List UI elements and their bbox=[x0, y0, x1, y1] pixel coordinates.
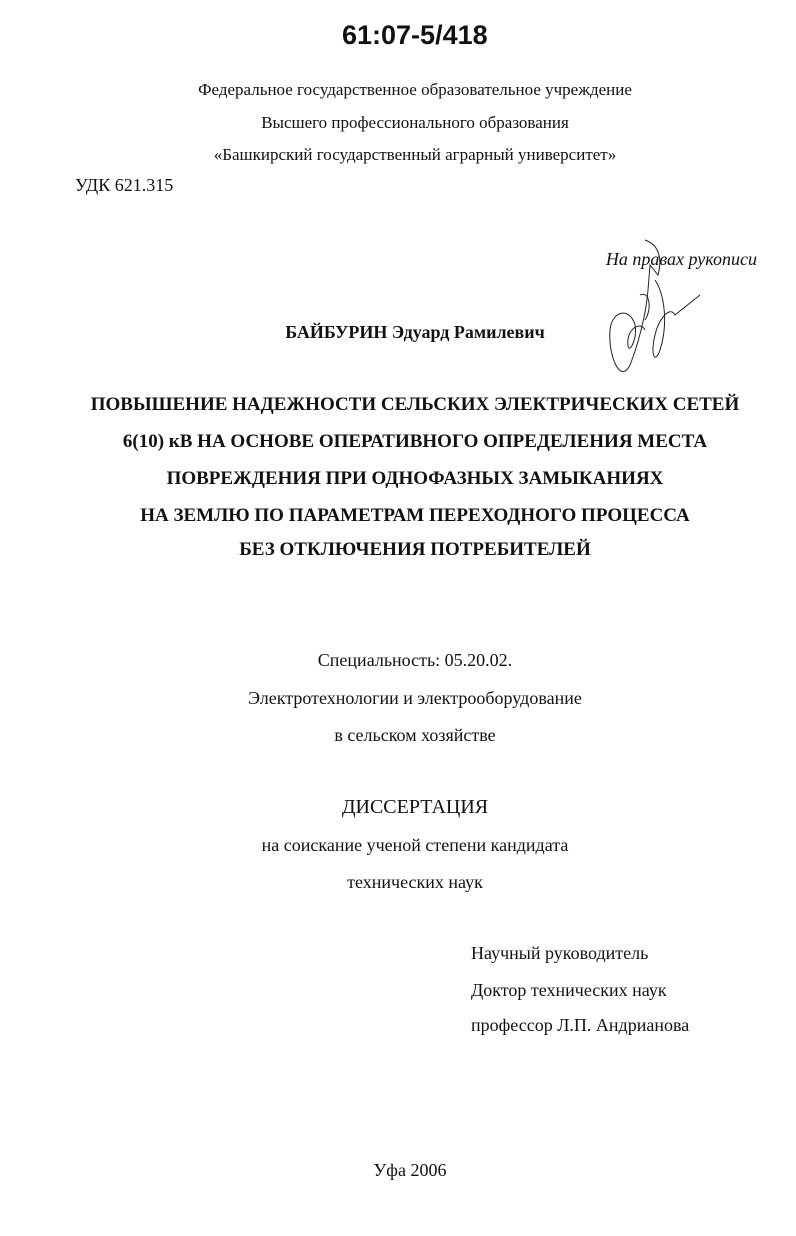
institution-line: «Башкирский государственный аграрный университет» bbox=[213, 145, 617, 164]
specialty-line: Электротехнологии и электрооборудование bbox=[248, 688, 582, 708]
specialty-line: в сельском хозяйстве bbox=[334, 725, 496, 745]
supervisor-line: профессор Л.П. Андрианова bbox=[471, 1015, 690, 1035]
degree-line: на соискание ученой степени кандидата bbox=[261, 835, 569, 855]
institution-line: Федеральное государственное образовательное учреждение bbox=[198, 80, 632, 99]
udk-code: УДК 621.315 bbox=[75, 175, 174, 195]
title-line: НА ЗЕМЛЮ ПО ПАРАМЕТРАМ ПЕРЕХОДНОГО ПРОЦЕССА bbox=[140, 505, 690, 526]
signature bbox=[600, 235, 710, 395]
specialty-line: Специальность: 05.20.02. bbox=[317, 650, 513, 670]
title-line: ПОВРЕЖДЕНИЯ ПРИ ОДНОФАЗНЫХ ЗАМЫКАНИЯХ bbox=[166, 468, 664, 489]
title-line: БЕЗ ОТКЛЮЧЕНИЯ ПОТРЕБИТЕЛЕЙ bbox=[239, 539, 591, 560]
work-type: ДИССЕРТАЦИЯ bbox=[341, 796, 489, 818]
title-line: ПОВЫШЕНИЕ НАДЕЖНОСТИ СЕЛЬСКИХ ЭЛЕКТРИЧЕСКИХ СЕТЕЙ bbox=[90, 394, 740, 415]
institution-line: Высшего профессионального образования bbox=[261, 113, 569, 132]
archive-code: 61:07-5/418 bbox=[342, 20, 488, 50]
supervisor-line: Научный руководитель bbox=[471, 943, 649, 963]
supervisor-line: Доктор технических наук bbox=[471, 980, 667, 1000]
author-name: БАЙБУРИН Эдуард Рамилевич bbox=[285, 322, 545, 342]
manuscript-note: На правах рукописи bbox=[605, 249, 757, 269]
degree-line: технических наук bbox=[347, 872, 483, 892]
title-line: 6(10) кВ НА ОСНОВЕ ОПЕРАТИВНОГО ОПРЕДЕЛЕНИЯ МЕСТА bbox=[122, 431, 708, 452]
place-year: Уфа 2006 bbox=[373, 1160, 447, 1180]
